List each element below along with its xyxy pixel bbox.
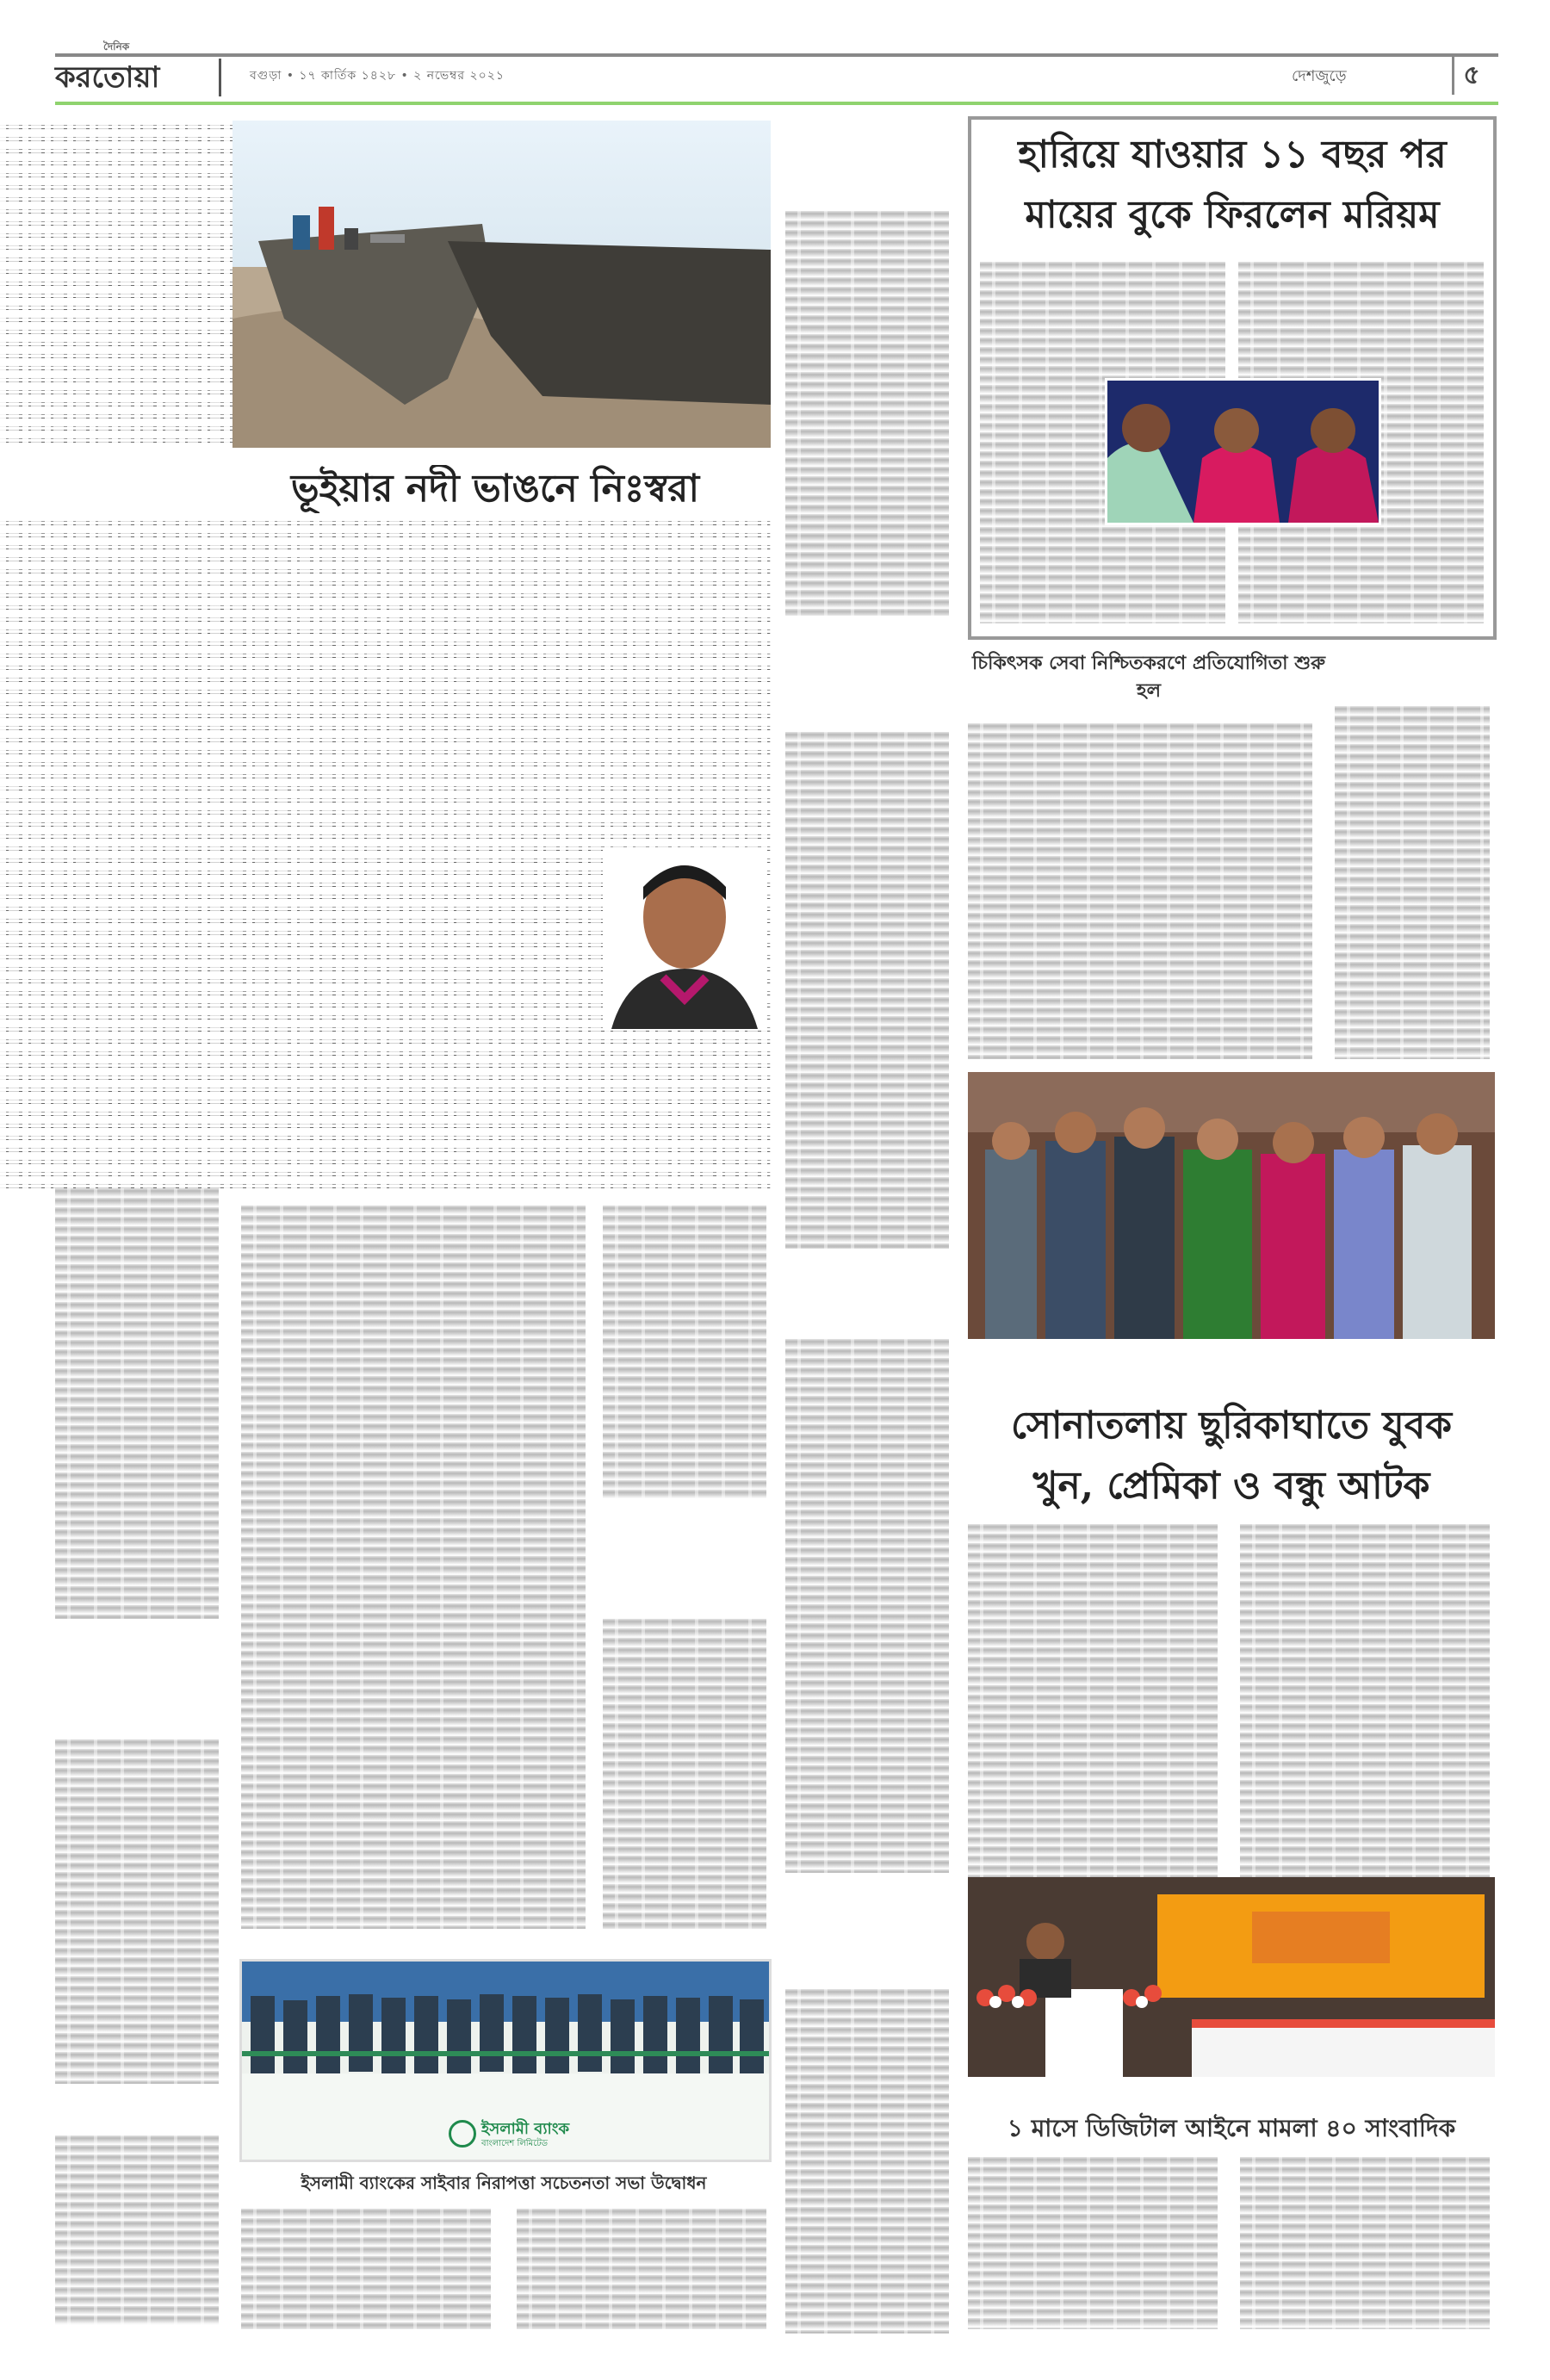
- col4-head-4: [785, 1886, 949, 1980]
- murder-text-b: [1240, 1524, 1490, 1877]
- seminar-headline-text: ১ মাসে ডিজিটাল আইনে মামলা ৪০ সাংবাদিক: [1007, 2114, 1456, 2142]
- center-column-b: [603, 1205, 766, 1498]
- seminar-text-a: [968, 2157, 1218, 2329]
- far-right-head: [1335, 650, 1490, 702]
- left-column-text: [55, 1188, 219, 1619]
- seminar-text-b: [1240, 2157, 1490, 2329]
- left-column-head: [55, 1662, 219, 1734]
- river-erosion-photo: [232, 121, 771, 448]
- col4-text-3: [785, 1339, 949, 1873]
- bank-story-a: [241, 2209, 491, 2329]
- col4-text-4: [785, 1989, 949, 2334]
- mariam-headline-2: [980, 189, 1485, 242]
- left-column-text-2: [55, 1739, 219, 2084]
- river-headline-text: ভূইয়ার নদী ভাঙনে নিঃস্বরা: [290, 467, 700, 511]
- seminar-headline: [968, 2110, 1495, 2148]
- murder-headline-1-text: সোনাতলায় ছুরিকাঘাতে যুবক: [1010, 1404, 1453, 1447]
- top-rule: [55, 53, 1498, 57]
- col4-head-2: [785, 624, 949, 719]
- col4-text-1: [785, 211, 949, 616]
- reporter-portrait: [603, 848, 766, 1029]
- seminar-photo: [968, 1877, 1495, 2077]
- mariam-family-photo: [1105, 378, 1381, 525]
- col4-head-1: [785, 121, 949, 203]
- bank-headline-text: ইসলামী ব্যাংকের সাইবার নিরাপত্তা সচেতনতা সভা উদ্বোধন: [301, 2172, 707, 2193]
- right-short-headline-text: চিকিৎসক সেবা নিশ্চিতকরণে প্রতিযোগিতা শুরু হল: [971, 653, 1326, 702]
- mariam-headline-1-text: হারিয়ে যাওয়ার ১১ বছর পর: [1018, 133, 1447, 177]
- newspaper-logo: [55, 40, 221, 96]
- col4-text-2: [785, 732, 949, 1249]
- right-story-text: [968, 723, 1312, 1059]
- bank-logo-sub: বাংলাদেশ লিমিটেড: [481, 2139, 549, 2148]
- left-column-text-3: [55, 2135, 219, 2325]
- murder-headline-2: [968, 1460, 1495, 1513]
- murder-headline-1: [968, 1399, 1495, 1453]
- far-right-text: [1335, 706, 1490, 1059]
- bank-logo-text: ইসলামী ব্যাংক: [481, 2120, 570, 2138]
- date-line: বগুড়া • ১৭ কার্তিক ১৪২৮ • ২ নভেম্বর ২০২১: [250, 69, 505, 83]
- bank-story-b: [517, 2209, 766, 2329]
- bank-event-photo: [239, 1959, 772, 2162]
- bank-logo: [449, 2117, 638, 2151]
- right-short-headline: [968, 650, 1330, 705]
- page-number: ৫: [1452, 57, 1489, 95]
- bank-logo-icon: [449, 2120, 476, 2148]
- center-column-a: [241, 1205, 586, 1929]
- murder-headline-2-text: খুন, প্রেমিকা ও বন্ধু আটক: [1032, 1464, 1430, 1508]
- mariam-headline-1: [980, 128, 1485, 182]
- mariam-story-box: [968, 116, 1497, 640]
- mariam-headline-2-text: মায়ের বুকে ফিরলেন মরিয়ম: [1025, 193, 1440, 237]
- section-name: দেশজুড়ে: [1292, 67, 1347, 85]
- logo-text: করতোয়া: [55, 60, 160, 95]
- col4-head-3: [785, 1261, 949, 1330]
- river-headline: [215, 465, 775, 513]
- center-column-c: [603, 1619, 766, 1929]
- left-text-block-top: [0, 121, 232, 448]
- accent-rule: [55, 102, 1498, 105]
- murder-text-a: [968, 1524, 1218, 1877]
- logo-tag: দৈনিক: [103, 40, 130, 53]
- bank-headline: [241, 2170, 766, 2196]
- prayer-group-photo: [968, 1072, 1495, 1339]
